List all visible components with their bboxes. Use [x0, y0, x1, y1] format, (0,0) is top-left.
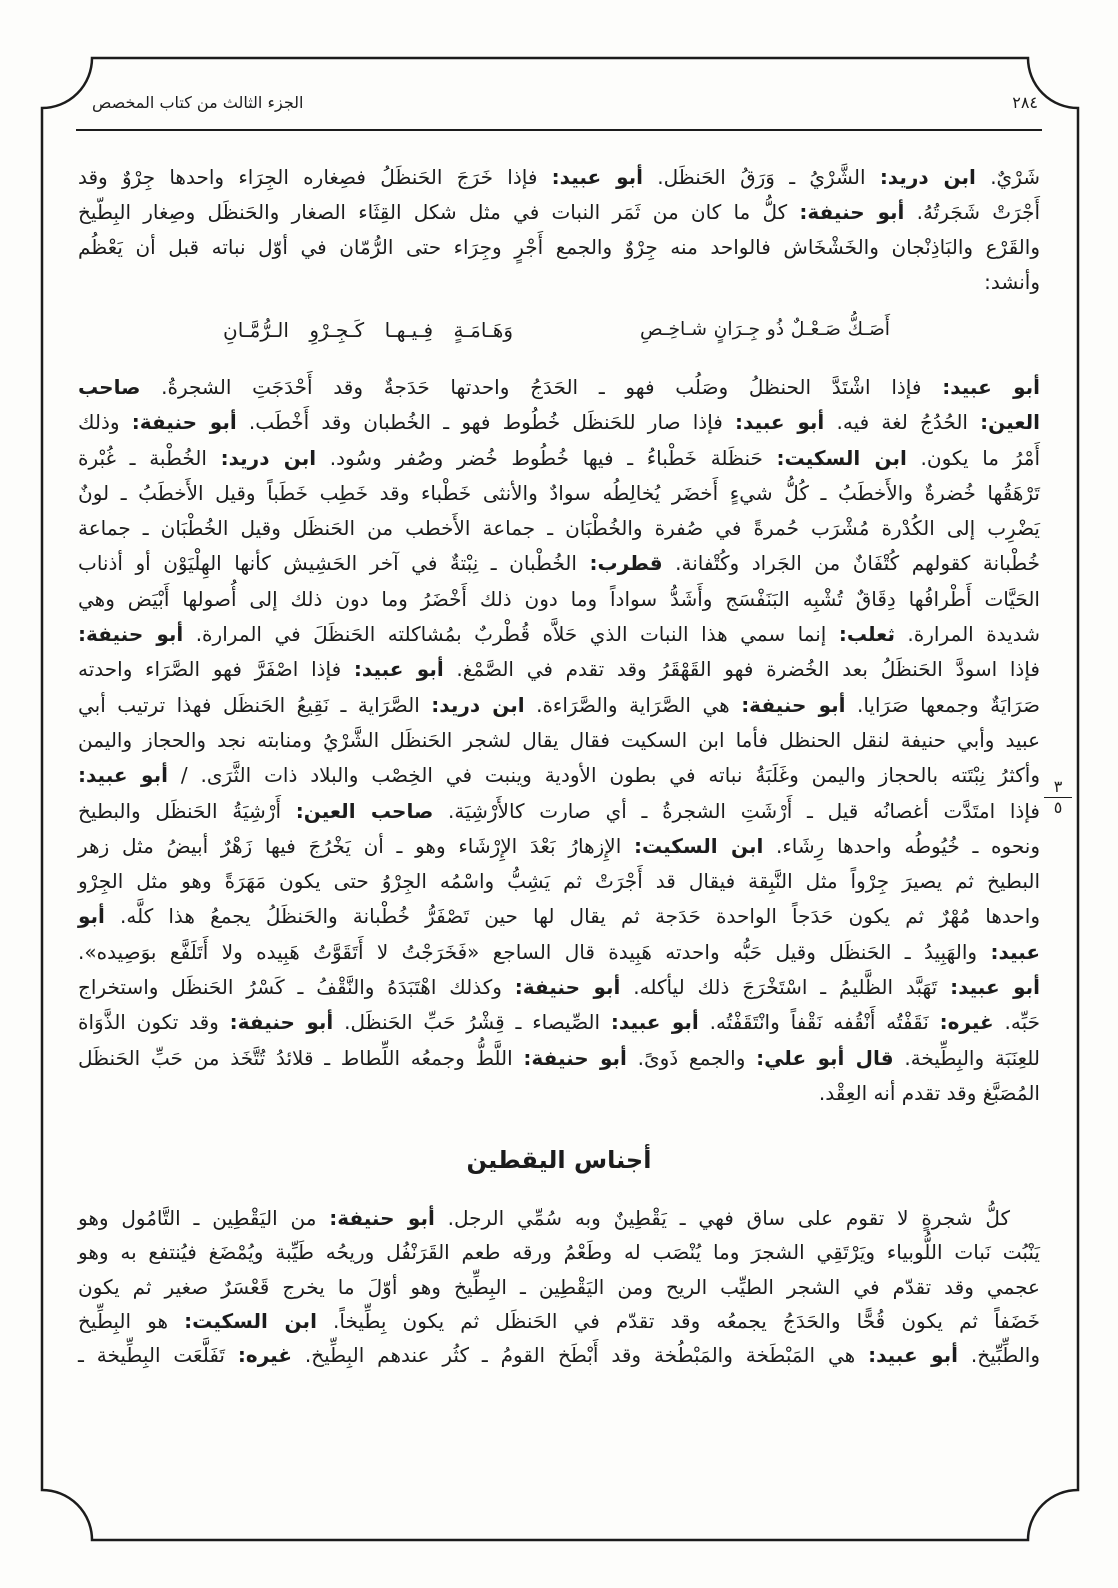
text-line: [78, 370, 1040, 405]
text-run: أَجْرَتْ شَجَرتُهُ.: [904, 200, 1040, 224]
cited-authority: ثعلب:: [838, 622, 895, 647]
text-run: عجمي وقد تقدّم في الشجر الطيِّب الريح ومن اليَقْطِين ـ البِطِّيخ وهو أوّلَ ما يخرج قَعْسَرٌ صغير ثم يكون: [78, 1274, 1040, 1299]
text-run: فإذا اسودَّ الحَنظَلُ بعد الخُضرة فهو القَهْقَرُ وقد تقدم في الصَّمْغ.: [443, 657, 1040, 682]
text-run: المُصَبَّغ وقد تقدم أنه العِقْد.: [818, 1080, 1040, 1105]
text-run: شديدة المرارة.: [894, 622, 1040, 647]
text-run: اللَّطُّ وجمعُه اللِّطاط ـ قلائدُ تُتَّخَذ من حَبِّ الحَنظَل: [78, 1045, 524, 1070]
text-line: [78, 582, 1040, 617]
text-line: [78, 1235, 1040, 1269]
cited-authority: أبو عبيد:: [353, 657, 444, 682]
text-run: عبيد وأبي حنيفة لنقل الحنظل فأما ابن السكيت فقال يقال لشجر الحَنظَل الشَّرْيُ ومنابته نجد والحجاز واليمن: [78, 727, 1040, 752]
text-run: فإذا خَرَجَ الحَنظَلُ فصِغاره الجِرَاء واحدها جِرْوٌ وقد: [78, 165, 552, 189]
cited-authority: أبو عبيد:: [78, 763, 168, 788]
paragraph-1: [78, 160, 1040, 300]
text-line: [78, 758, 1040, 793]
margin-folio-note: [1044, 779, 1072, 816]
verse-second-hemistich: وَهَـامَـةٍ فِـيـهـا كَـجِـرْوِ الـرُّمَّـانِ: [223, 318, 513, 342]
text-run: تَهَبَّد الظَّليمُ ـ اسْتَخْرَجَ ذلك ليأكله.: [620, 975, 951, 1000]
text-run: أَرْشِيَةُ الحَنظَل والبطيخ: [78, 798, 296, 823]
text-run: وقد تكون الذَّوَاة: [78, 1010, 230, 1035]
text-run: والقَرْع والبَاذِنْجان والخَشْخَاش فالواحد منه جِرْوٌ والجمع أَجْرٍ وجِرَاء حتى الرُّمّان في أوّل نباته قبل أن يَعْظُم: [78, 235, 1040, 259]
text-run: الحَيَّات أَطْرافُها دِقَاقٌ تُشْبِه البَنَفْسَج وأَشَدُّ سواداً وما دون ذلك أَخْضَرُ وما دون ذلك إلى أُصولها أَبْيَض وهي: [78, 586, 1040, 611]
cited-authority: أبو حنيفة:: [229, 1010, 334, 1035]
text-line: [78, 652, 1040, 687]
cited-authority: ابن السكيت:: [776, 445, 907, 470]
text-run: الصَّرَاية ـ نَقِيعُ الحَنظَل فهذا ترتيب أبي: [78, 692, 432, 717]
text-line: [78, 899, 1040, 934]
cited-authority: أبو: [78, 904, 105, 929]
text-line: [78, 723, 1040, 758]
text-run: الخُطْبة ـ غُبْرة: [78, 445, 221, 470]
text-line: [78, 476, 1040, 511]
cited-authority: أبو عبيد:: [610, 1010, 699, 1035]
cited-authority: أبو حنيفة:: [741, 692, 846, 717]
text-run: كلُّ ما كان من ثَمَر النبات في مثل شكل القِثَاء الصغار والحَنظَل وصِغار البِطّيخ: [78, 200, 800, 224]
text-line: [78, 1076, 1040, 1111]
text-line: [78, 1304, 1040, 1338]
text-line: [78, 265, 1040, 300]
text-run: فإذا اشْتَدَّ الحنظلُ وصَلُب فهو ـ الحَدَجُ واحدتها حَدَجةٌ وقد أَحْدَجَتِ الشجرةُ.: [140, 375, 943, 399]
text-run: صَرَايَةٌ وجمعها صَرَايا.: [845, 692, 1040, 717]
text-line: [78, 829, 1040, 864]
section-heading: أجناس اليقطين: [466, 1146, 652, 1174]
cited-authority: ابن السكيت:: [633, 833, 764, 858]
text-run: واحدها مُهْرٌ ثم يكون حَدَجاً الواحدة حَدَجة ثم يقال لها حين تَصْفَرُّ خُطْبانة والحَنظَلُ يجمعُ هذا كلَّه.: [104, 904, 1040, 929]
cited-authority: أبو حنيفة:: [131, 410, 237, 435]
text-run: شَرْيٌ.: [975, 165, 1040, 189]
text-run: الحُدُجُ لغة فيه.: [824, 410, 981, 435]
text-run: وأكثرُ نِبْتَته بالحجاز واليمن وغَلَبَةُ نباته في بطون الأودية وينبت في الخِصْب والبلاد ذات الثَّرَى. /: [167, 763, 1040, 788]
text-run: وأنشد:: [984, 270, 1040, 294]
cited-authority: أبو حنيفة:: [523, 1045, 627, 1070]
text-run: حَبِّه.: [993, 1010, 1040, 1035]
cited-authority: ابن دريد:: [879, 165, 976, 189]
text-run: يَضْرِب إلى الكُدْرة مُشْرَب حُمرةً في صُفرة والخُطْبَان ـ جماعة الأَخطب من الحَنظَل وقيل الخُطْبَان ـ جماعة: [78, 516, 1040, 541]
cited-authority: أبو عبيد:: [868, 1343, 959, 1367]
text-line: [78, 794, 1040, 829]
cited-authority: أبو حنيفة:: [78, 622, 184, 647]
cited-authority: قال أبو علي:: [756, 1045, 894, 1070]
text-run: حَنظَلة خَطْباءُ ـ فيها خُطُوط خُضر وصُفر وسُود.: [316, 445, 777, 470]
cited-authority: ابن دريد:: [220, 445, 317, 470]
text-line: [78, 1270, 1040, 1304]
text-run: أَمْرُ ما يكون.: [906, 445, 1040, 470]
cited-authority: أبو عبيد:: [551, 165, 644, 189]
text-line: [78, 160, 1040, 195]
text-run: الشَّرْيُ ـ وَرَقُ الحَنظَل.: [643, 165, 880, 189]
text-run: تَرْهَقُها خُضرةٌ والأَخطَبُ ـ كُلُّ شيءٍ أَخضَر يُخالِطُه سوادٌ والأنثى خَطْباء وقد خَطِب خَطَباً وقيل الأَخطَبُ ـ لونٌ: [78, 480, 1040, 505]
cited-authority: صاحب: [78, 375, 141, 399]
cited-authority: صاحب العين:: [295, 798, 434, 823]
text-run: خُطْبانة كقولهم كُتْفَانٌ من الجَراد وكُتْفانة.: [662, 551, 1041, 576]
cited-authority: قطرب:: [589, 551, 663, 576]
cited-authority: أبو حنيفة:: [514, 975, 621, 1000]
header-rule: [76, 129, 1042, 131]
text-line: [78, 617, 1040, 652]
cited-authority: العين:: [980, 410, 1040, 435]
text-run: إنما سمي هذا النبات الذي حَلاَّه قُطْربٌ بمُشاكلته الحَنظَلَ في المرارة.: [183, 622, 839, 647]
cited-authority: أبو حنيفة:: [799, 200, 905, 224]
text-run: الإِزهارُ بَعْدَ الإِرْشَاء وهو ـ أن يَخْرُجَ فيها زَهْرٌ أبيضُ مثل زهر: [78, 833, 634, 858]
text-run: خَضَفاً ثم يكون قُحًّا والحَدَجُ يجمعُه وقد تقدّم في الحَنظَل ثم يكون بِطِّيخاً.: [316, 1308, 1040, 1333]
folio-lower: ٥: [1053, 798, 1063, 817]
page-header: [92, 90, 1038, 116]
text-run: تَفَلَّعَت البِطِّيخة ـ: [78, 1343, 238, 1367]
text-line: [78, 935, 1040, 970]
text-line: [78, 405, 1040, 440]
text-line: [78, 1201, 1040, 1235]
text-run: الصِّيصاء ـ قِشْرُ حَبِّ الحَنظَل.: [333, 1010, 611, 1035]
text-run: وذلك: [78, 410, 132, 435]
text-line: [78, 546, 1040, 581]
text-line: [78, 511, 1040, 546]
cited-authority: أبو عبيد:: [735, 410, 825, 435]
folio-upper: ٣: [1053, 777, 1063, 796]
cited-authority: غيره:: [939, 1010, 994, 1035]
paragraph-3: [78, 1201, 1040, 1372]
cited-authority: ابن دريد:: [431, 692, 525, 717]
text-run: البطيخ ثم يصيرَ جِرْواً مثل النَّبِقة فيقال قد أَجْرَتْ ثم يَشِبُّ واسْمُه الجِرْوُ حتى يكون مَهَرَةً وهو مثل الجِرْو: [78, 869, 1040, 894]
text-run: يَنْبُت نَبات اللُّوبياء ويَرْتَقِي الشجرَ وما يُنْصَب له وطَعْمُ ورقه طعم القَرَنْفُل وريحُه طَيِّبة ويُمْضَغ فيُنتفع به وهو: [78, 1240, 1040, 1265]
text-line: [78, 1005, 1040, 1040]
text-run: والجمع ذَوىً.: [626, 1045, 757, 1070]
text-run: للعِنَبَة والبِطِّيخة.: [893, 1045, 1040, 1070]
text-run: ونحوه ـ خُيُوطُه واحدها رِشَاء.: [763, 833, 1040, 858]
cited-authority: أبو عبيد:: [942, 375, 1040, 399]
cited-authority: ابن السكيت:: [184, 1308, 317, 1333]
text-line: [78, 970, 1040, 1005]
text-run: الخُطْبان ـ نِبْتةٌ في آخر الحَشِيش كأنها الهِلْيَوْن أو أذناب: [78, 551, 590, 576]
page-number: ٢٨٤: [1012, 93, 1038, 112]
cited-authority: أبو حنيفة:: [329, 1206, 435, 1230]
text-line: [78, 1338, 1040, 1372]
running-title: الجزء الثالث من كتاب المخصص: [92, 93, 304, 112]
text-run: كلُّ شجرةٍ لا تقوم على ساق فهي ـ يَقْطِينٌ وبه سُمِّي الرجل.: [434, 1206, 1010, 1230]
cited-authority: عبيد:: [990, 939, 1040, 964]
verse-first-hemistich: أَصَـكُّ صَـعْـلٌ ذُو جِـرَانٍ شـاخِـصِ: [640, 319, 890, 340]
text-run: هو البِطِّيخ: [78, 1308, 185, 1333]
paragraph-2: [78, 370, 1040, 1111]
text-line: [78, 688, 1040, 723]
text-line: [78, 441, 1040, 476]
text-run: وكذلك اهْتَبَدَهُ والنَّقْفُ ـ كَسْرُ الحَنظَل واستخراج: [78, 975, 515, 1000]
text-line: [78, 195, 1040, 230]
text-run: فإذا صار للحَنظَل خُطُوط فهو ـ الخُطبان وقد أَخْطَب.: [236, 410, 736, 435]
text-line: [78, 1041, 1040, 1076]
text-run: نَقَفْتُه أَنْقُفه نَقْفاً وانْتَقَفْتُه.: [698, 1010, 940, 1035]
text-run: هي الصَّرَاية والصَّرَاءة.: [524, 692, 742, 717]
cited-authority: أبو عبيد:: [950, 975, 1040, 1000]
text-run: والهَبِيدُ ـ الحَنظَل وقيل حَبُّه واحدته هَبِيدة قال الساجع «فَخَرَجْتُ لا أَتَقَوَّتُ هَبِيده ولا أَتَلَفَّع بوَصِيده».: [78, 939, 991, 964]
text-line: [78, 864, 1040, 899]
cited-authority: غيره:: [237, 1343, 292, 1367]
text-run: والطِّبِّيخ.: [958, 1343, 1040, 1367]
poetry-verse: [78, 312, 1040, 348]
text-run: هي المَبْطَخة والمَبْطُخة وقد أَبْطَخ القومُ ـ كثُر عندهم البِطِّيخ.: [291, 1343, 869, 1367]
text-line: [78, 230, 1040, 265]
text-run: من اليَقْطِين ـ التَّامُول وهو: [78, 1206, 330, 1230]
text-run: فإذا امتَدَّت أغصانُه قيل ـ أَرْشَتِ الشجرةُ ـ أي صارت كالأَرْشِيَة.: [433, 798, 1040, 823]
text-run: فإذا اصْفَرَّ فهو الصَّرَاء واحدته: [78, 657, 354, 682]
